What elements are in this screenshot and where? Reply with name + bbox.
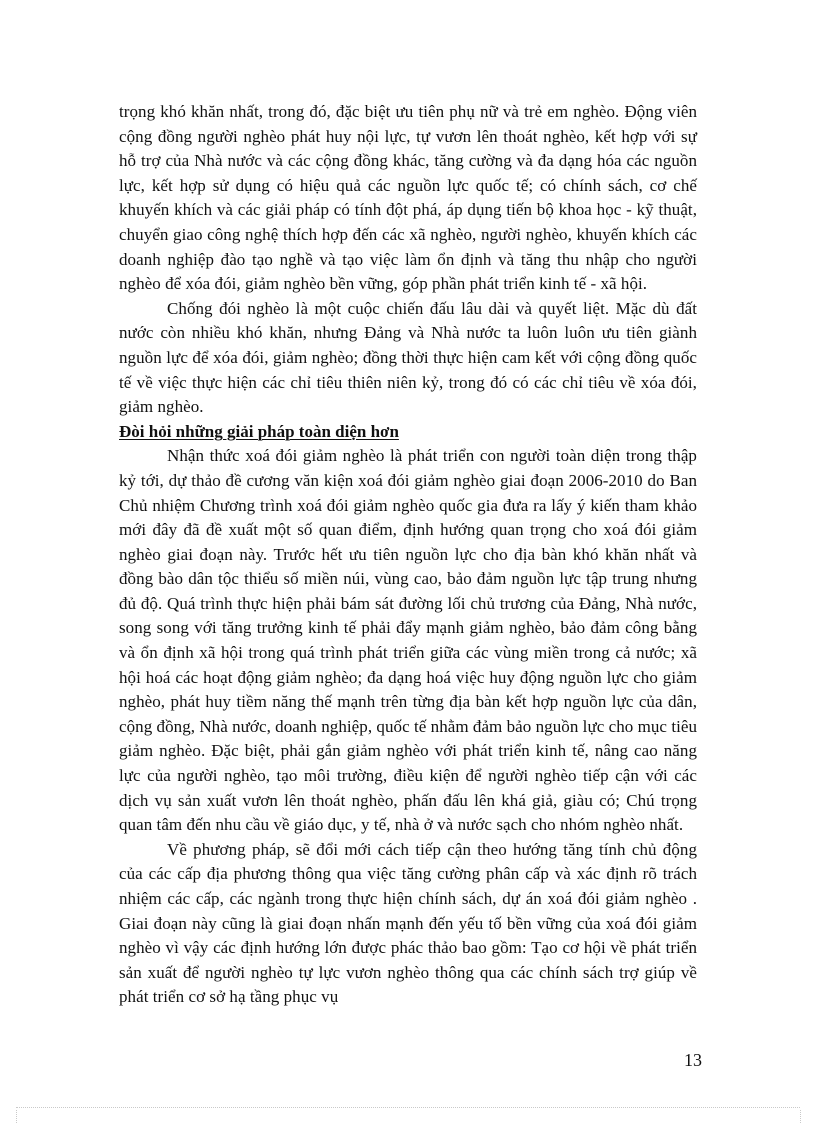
page-number: 13 [684,1050,702,1070]
page-bottom-border [16,1107,800,1108]
paragraph-poverty-fight: Chống đói nghèo là một cuộc chiến đấu lâu dài và quyết liệt. Mặc dù đất nước còn nhiều khó khăn, nhưng Đảng và Nhà nước ta luôn luôn ưu tiên giành nguồn lực để xóa đói, giảm nghèo; đồng thời thực hiện cam kết với cộng đồng quốc tế về việc thực hiện các chỉ tiêu thiên niên kỷ, trong đó có các chỉ tiêu về xóa đói, giảm nghèo. [119,298,697,417]
body-text [119,100,697,1010]
section-heading: Đòi hỏi những giải pháp toàn diện hơn [119,421,399,441]
paragraph-method: Về phương pháp, sẽ đổi mới cách tiếp cận theo hướng tăng tính chủ động của các cấp địa phương thông qua việc tăng cường phân cấp và xác định rõ trách nhiệm các cấp, các ngành trong thực hiện chính sách, dự án xoá đói giảm nghèo . Giai đoạn này cũng là giai đoạn nhấn mạnh đến yếu tố bền vững của xoá đói giảm nghèo vì vậy các định hướng lớn được phác thảo bao gồm: Tạo cơ hội về phát triển sản xuất để người nghèo tự lực vươn nghèo thông qua các chính sách trợ giúp về phát triển cơ sở hạ tầng phục vụ [119,839,697,1007]
paragraph-continuation: trọng khó khăn nhất, trong đó, đặc biệt ưu tiên phụ nữ và trẻ em nghèo. Động viên cộng đồng người nghèo phát huy nội lực, tự vươn lên thoát nghèo, kết hợp với sự hỗ trợ của Nhà nước và các cộng đồng khác, tăng cường và đa dạng hóa các nguồn lực, kết hợp sử dụng có hiệu quả các nguồn lực quốc tế; có chính sách, cơ chế khuyến khích và các giải pháp có tính đột phá, áp dụng tiến bộ khoa học - kỹ thuật, chuyển giao công nghệ thích hợp đến các xã nghèo, người nghèo, khuyến khích các doanh nghiệp đào tạo nghề và tạo việc làm ổn định và tăng thu nhập cho người nghèo để xóa đói, giảm nghèo bền vững, góp phần phát triển kinh tế - xã hội. [119,102,697,294]
paragraph-awareness: Nhận thức xoá đói giảm nghèo là phát triển con người toàn diện trong thập kỷ tới, dự thảo đề cương văn kiện xoá đói giảm nghèo giai đoạn 2006-2010 do Ban Chủ nhiệm Chương trình xoá đói giảm nghèo quốc gia đưa ra lấy ý kiến tham khảo mới đây đã đề xuất một số quan điểm, định hướng quan trọng cho xoá đói giảm nghèo giai đoạn này. Trước hết ưu tiên nguồn lực cho địa bàn khó khăn nhất và đồng bào dân tộc thiểu số miền núi, vùng cao, bảo đảm nguồn lực tập trung nhưng đủ độ. Quá trình thực hiện phải bám sát đường lối chủ trương của Đảng, Nhà nước, song song với tăng trưởng kinh tế phải đẩy mạnh giảm nghèo, bảo đảm công bằng và ổn định xã hội trong quá trình phát triển giữa các vùng miền trong cả nước; xã hội hoá các hoạt động giảm nghèo; đa dạng hoá việc huy động nguồn lực cho giảm nghèo, phát huy tiềm năng thế mạnh trên từng địa bàn kết hợp nguồn lực của dân, cộng đồng, Nhà nước, doanh nghiệp, quốc tế nhằm đảm bảo nguồn lực cho mục tiêu giảm nghèo. Đặc biệt, phải gắn giảm nghèo với phát triển kinh tế, nâng cao năng lực của người nghèo, tạo môi trường, điều kiện để người nghèo tiếp cận với các dịch vụ sản xuất vươn lên thoát nghèo, phấn đấu lên khá giả, giàu có; Chú trọng quan tâm đến nhu cầu về giáo dục, y tế, nhà ở và nước sạch cho nhóm nghèo nhất. [119,446,698,835]
crop-mark-right [800,1110,801,1123]
crop-mark-left [16,1110,17,1123]
